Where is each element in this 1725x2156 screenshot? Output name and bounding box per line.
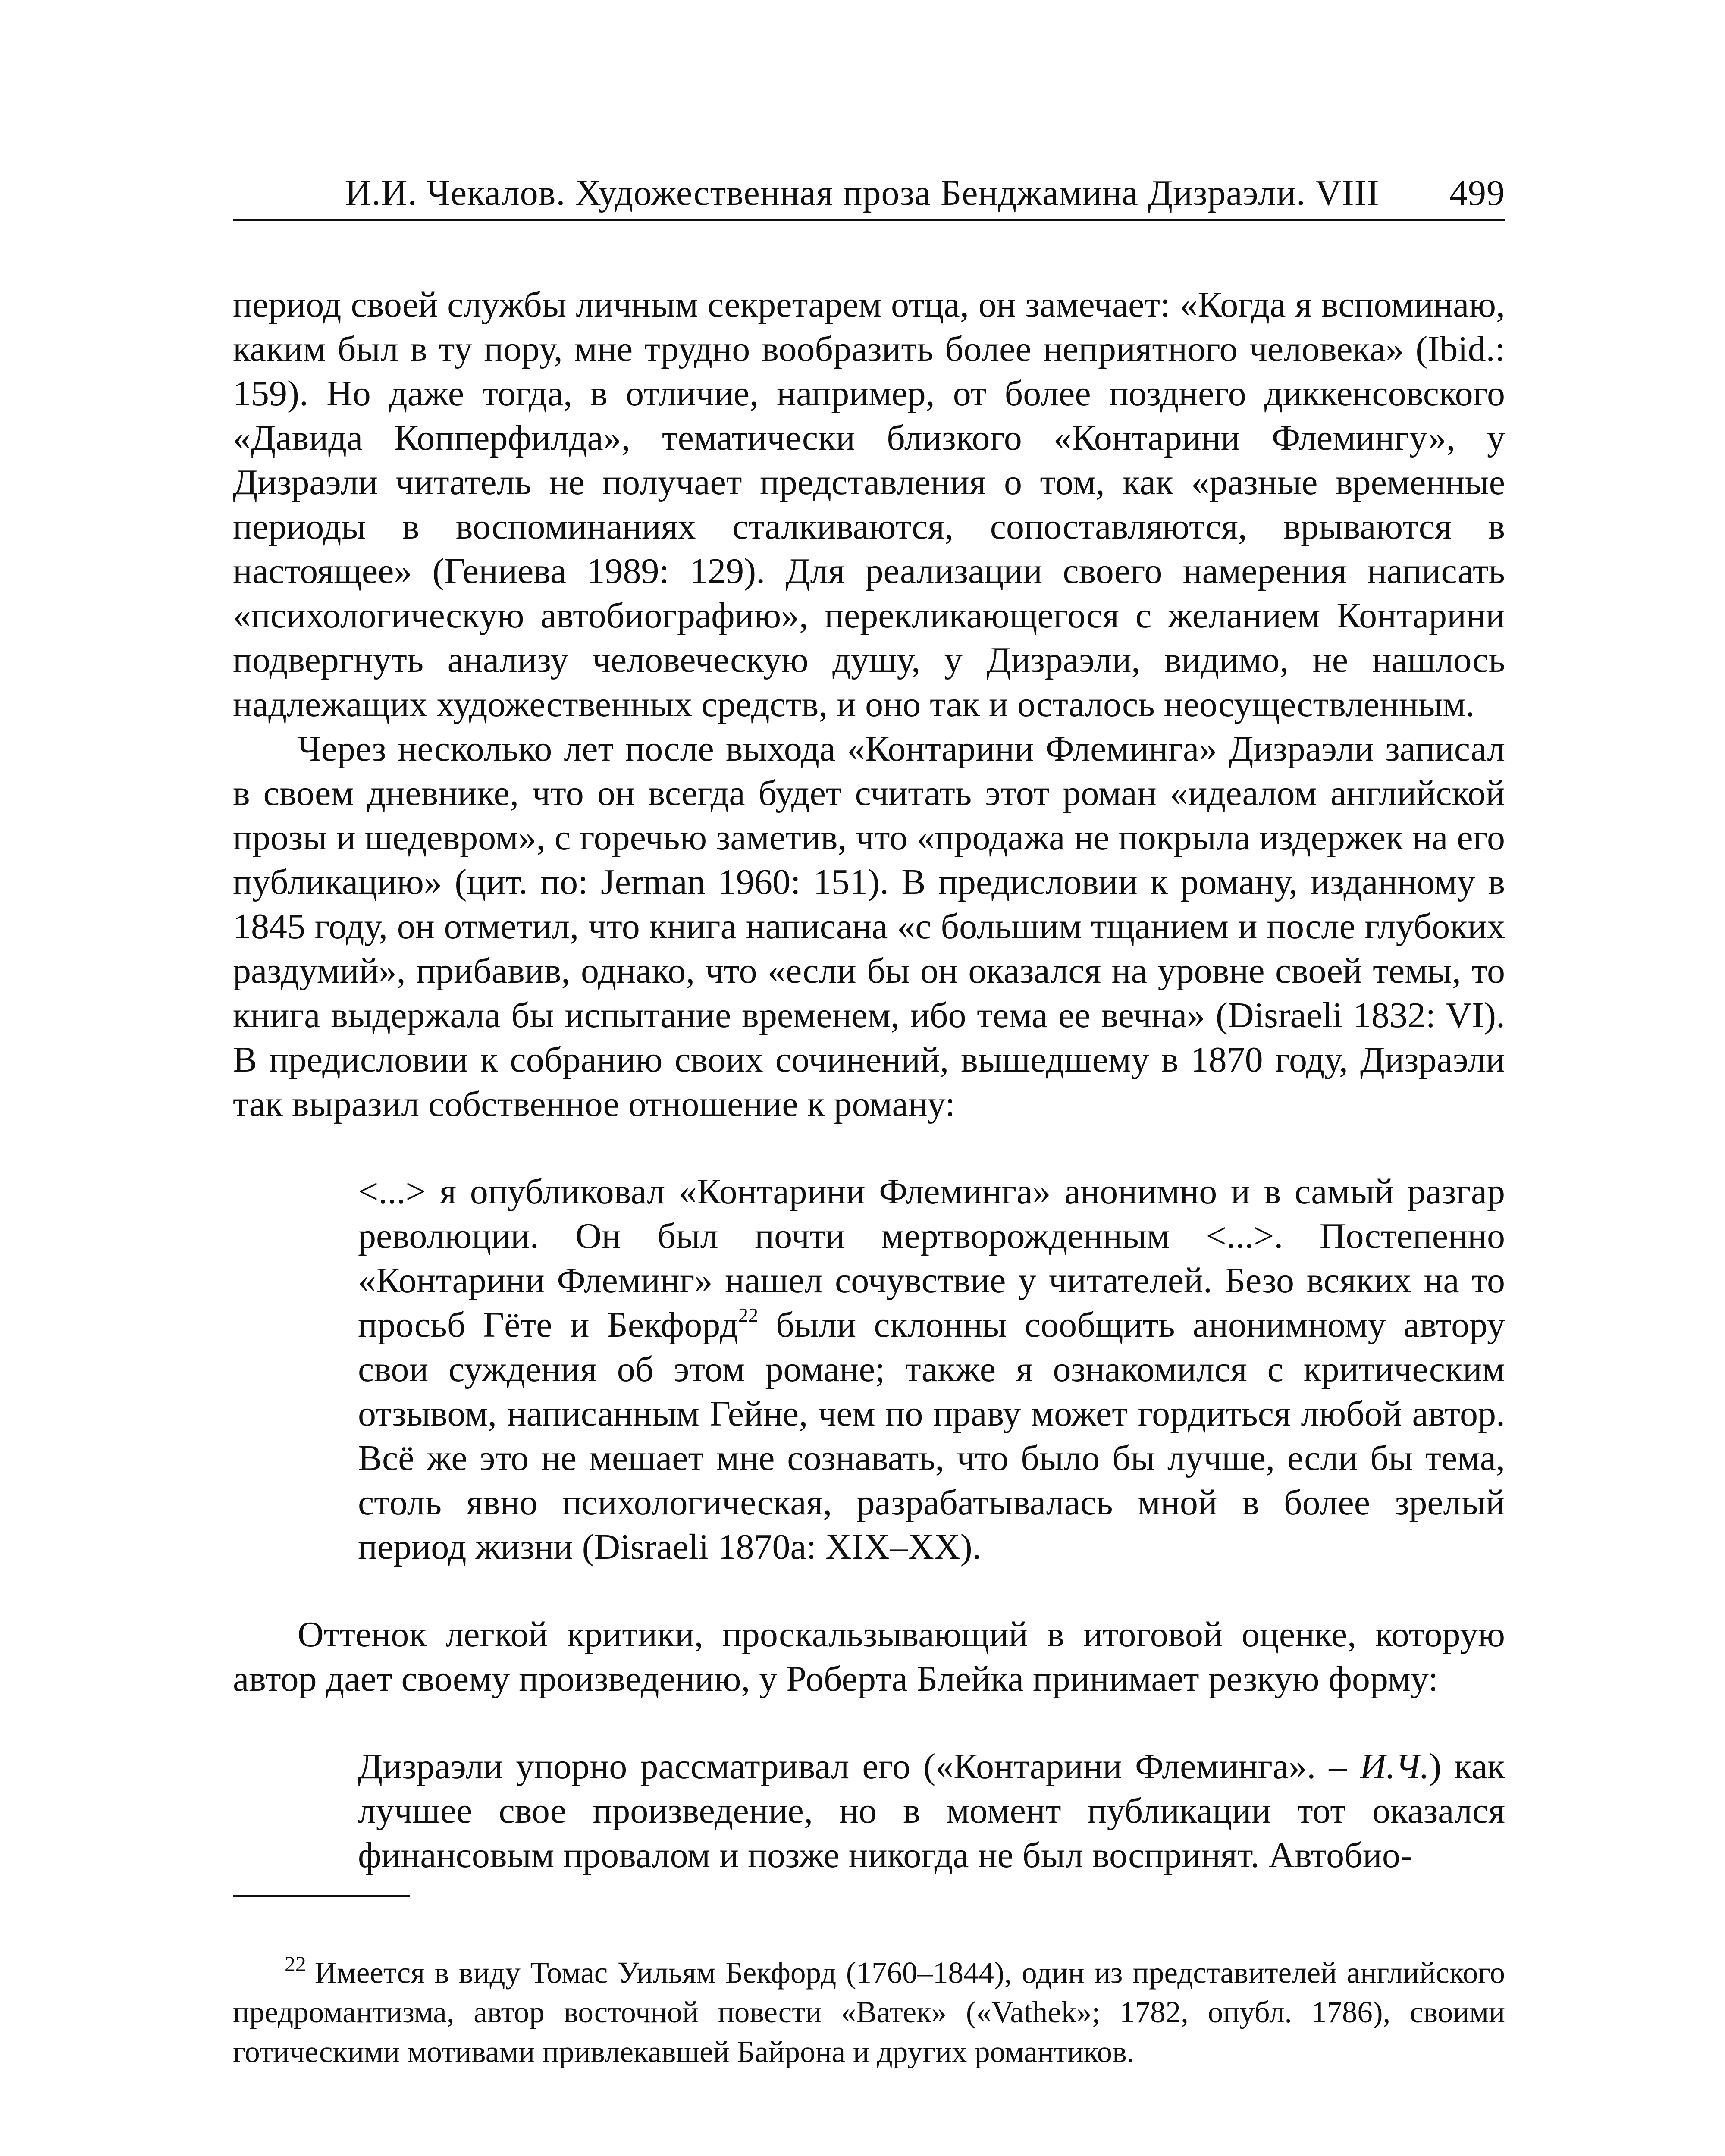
footnote-text: Имеется в виду Томас Уильям Бекфорд (1760–1844), один из представителей английского предромантизма, автор восточной повести «Ватек» («Vathek»; 1782, опубл. 1786), своими готическими мотивами привлекавшей Байрона и других романтиков. — [233, 1956, 1505, 2069]
spacer — [233, 1126, 1505, 1169]
running-head — [233, 167, 1505, 219]
page-number: 499 — [1449, 173, 1505, 213]
header-rule — [233, 219, 1505, 221]
footnote-number: 22 — [285, 1952, 306, 1976]
quote-2-text-a: Дизраэли упорно рассматривал его («Контарини Флеминга». – — [358, 1746, 1360, 1786]
quote-1-text-a: <...> я опубликовал «Контарини Флеминга» анонимно и в самый разгар революции. Он был почти мертворожденным <...>. Постепенно «Контарини Флеминг» нашел сочувствие у читателей. Безо всяких на то просьб Гёте и Бекфорд — [358, 1172, 1505, 1345]
footnote-rule — [233, 1895, 410, 1897]
footnote-reference: 22 — [738, 1304, 759, 1326]
block-quote-2 — [358, 1744, 1505, 1877]
block-quote-1 — [358, 1169, 1505, 1569]
footnote-22 — [233, 1944, 1505, 2072]
paragraph-3: Оттенок легкой критики, проскальзывающий в итоговой оценке, которую автор дает своему произведению, у Роберта Блейка принимает резкую форму: — [233, 1614, 1505, 1699]
running-title: И.И. Чекалов. Художественная проза Бенджамина Дизраэли. VIII — [345, 173, 1380, 213]
paragraph-1: период своей службы личным секретарем отца, он замечает: «Когда я вспоминаю, каким был в ту пору, мне трудно вообразить более неприятного человека» (Ibid.: 159). Но даже тогда, в отличие, например, от более позднего диккенсовского «Давида Копперфилда», тематически близкого «Контарини Флемингу», у Дизраэли читатель не получает представления о том, как «разные временные периоды в воспоминаниях сталкиваются, сопоставляются, врываются в настоящее» (Гениева 1989: 129). Для реализации своего намерения написать «психологическую автобиографию», перекликающегося с желанием Контарини подвергнуть анализу человеческую душу, у Дизраэли, видимо, не нашлось надлежащих художественных средств, и оно так и осталось неосуществленным. — [233, 285, 1505, 724]
main-text — [233, 282, 1505, 1877]
spacer — [233, 1569, 1505, 1612]
paragraph-2: Через несколько лет после выхода «Контарини Флеминга» Дизраэли записал в своем дневнике, что он всегда будет считать этот роман «идеалом английской прозы и шедевром», с горечью заметив, что «продажа не покрыла издержек на его публикацию» (цит. по: Jerman 1960: 151). В предисловии к роману, изданному в 1845 году, он отметил, что книга написана «с большим тщанием и после глубоких раздумий», прибавив, однако, что «если бы он оказался на уровне своей темы, то книга выдержала бы испытание временем, ибо тема ее вечна» (Disraeli 1832: VI). В предисловии к собранию своих сочинений, вышедшему в 1870 году, Дизраэли так выразил собственное отношение к роману: — [233, 729, 1505, 1124]
book-page — [233, 0, 1505, 2156]
quote-1-text-b: были склонны сообщить анонимному автору свои суждения об этом романе; также я ознакомился с критическим отзывом, написанным Гейне, чем по праву может гордиться любой автор. Всё же это не мешает мне сознавать, что было бы лучше, если бы тема, столь явно психологическая, разрабатывалась мной в более зрелый период жизни (Disraeli 1870a: XIX–XX). — [358, 1305, 1505, 1567]
spacer — [233, 1701, 1505, 1744]
quote-2-initials: И.Ч. — [1360, 1746, 1430, 1786]
quote-2-text-b: ) как лучшее свое произведение, но в момент публикации тот оказался финансовым провалом и позже никогда не был воспринят. Автобио- — [358, 1746, 1505, 1875]
